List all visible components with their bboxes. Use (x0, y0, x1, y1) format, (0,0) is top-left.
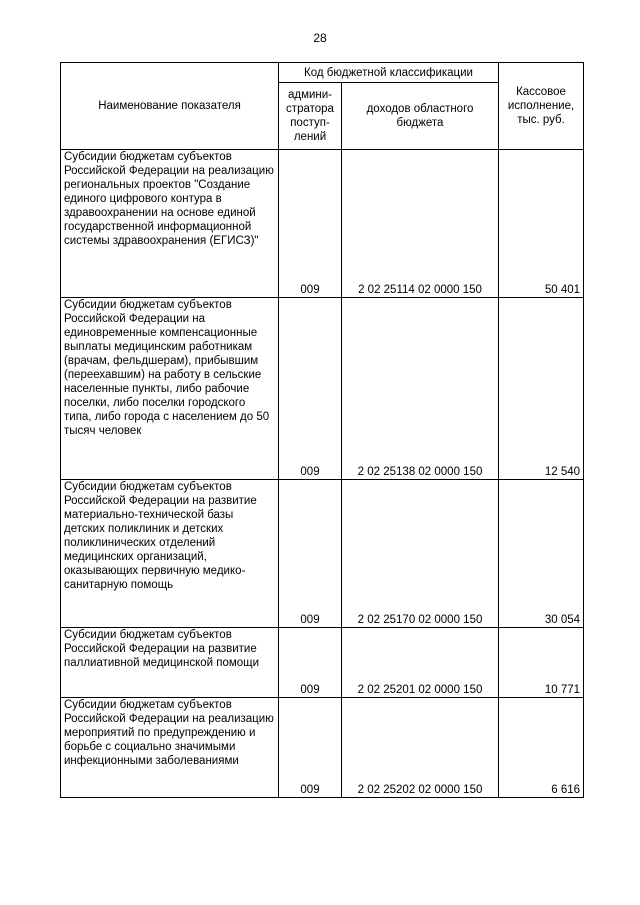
row-amount: 6 616 (499, 698, 584, 798)
column-header-kbk: Код бюджетной классификации (279, 63, 499, 83)
row-income-code: 2 02 25201 02 0000 150 (342, 628, 499, 698)
row-name-cell (61, 698, 279, 798)
table-row (61, 298, 584, 480)
row-admin-code: 009 (279, 698, 342, 798)
table-row (61, 480, 584, 628)
row-income-code: 2 02 25114 02 0000 150 (342, 150, 499, 298)
row-amount: 10 771 (499, 628, 584, 698)
row-amount: 30 054 (499, 480, 584, 628)
row-name: Субсидии бюджетам субъектов Российской Федерации на единовременные компенсационные выплаты медицинским работникам (врачам, фельдшерам), прибывшим (переехавшим) на работу в сельские населенные пункты, либо рабочие поселки, либо поселки городского типа, либо города с населением до 50 тысяч человек (64, 299, 270, 437)
row-name: Субсидии бюджетам субъектов Российской Федерации на реализацию региональных проектов "Создание единого цифрового контура в здравоохранении на основе единой государственной информационной системы здравоохранения (ЕГИСЗ)" (64, 151, 274, 247)
row-name-cell (61, 480, 279, 628)
table-header-row (61, 63, 584, 83)
column-header-name: Наименование показателя (61, 63, 279, 150)
row-admin-code: 009 (279, 298, 342, 480)
row-name: Субсидии бюджетам субъектов Российской Федерации на развитие паллиативной медицинской помощи (64, 629, 260, 669)
column-header-admin: админи-стратора поступ-лений (279, 83, 342, 150)
row-name: Субсидии бюджетам субъектов Российской Федерации на реализацию мероприятий по предупреждению и борьбе с социально значимыми инфекционными заболеваниями (64, 699, 274, 767)
column-header-execution: Кассовое исполнение, тыс. руб. (499, 63, 584, 150)
row-amount: 12 540 (499, 298, 584, 480)
row-income-code: 2 02 25170 02 0000 150 (342, 480, 499, 628)
row-admin-code: 009 (279, 150, 342, 298)
row-name-cell (61, 150, 279, 298)
column-header-income: доходов областного бюджета (342, 83, 499, 150)
budget-table (60, 62, 584, 798)
row-admin-code: 009 (279, 628, 342, 698)
row-name-cell (61, 628, 279, 698)
row-name-cell (61, 298, 279, 480)
row-income-code: 2 02 25138 02 0000 150 (342, 298, 499, 480)
row-name: Субсидии бюджетам субъектов Российской Федерации на развитие материально-технической базы детских поликлиник и детских поликлинических отделений медицинских организаций, оказывающих первичную медико-санитарную помощь (64, 481, 257, 591)
row-income-code: 2 02 25202 02 0000 150 (342, 698, 499, 798)
row-amount: 50 401 (499, 150, 584, 298)
row-admin-code: 009 (279, 480, 342, 628)
page-number: 28 (313, 31, 327, 45)
table-row (61, 628, 584, 698)
table-row (61, 698, 584, 798)
table-row (61, 150, 584, 298)
